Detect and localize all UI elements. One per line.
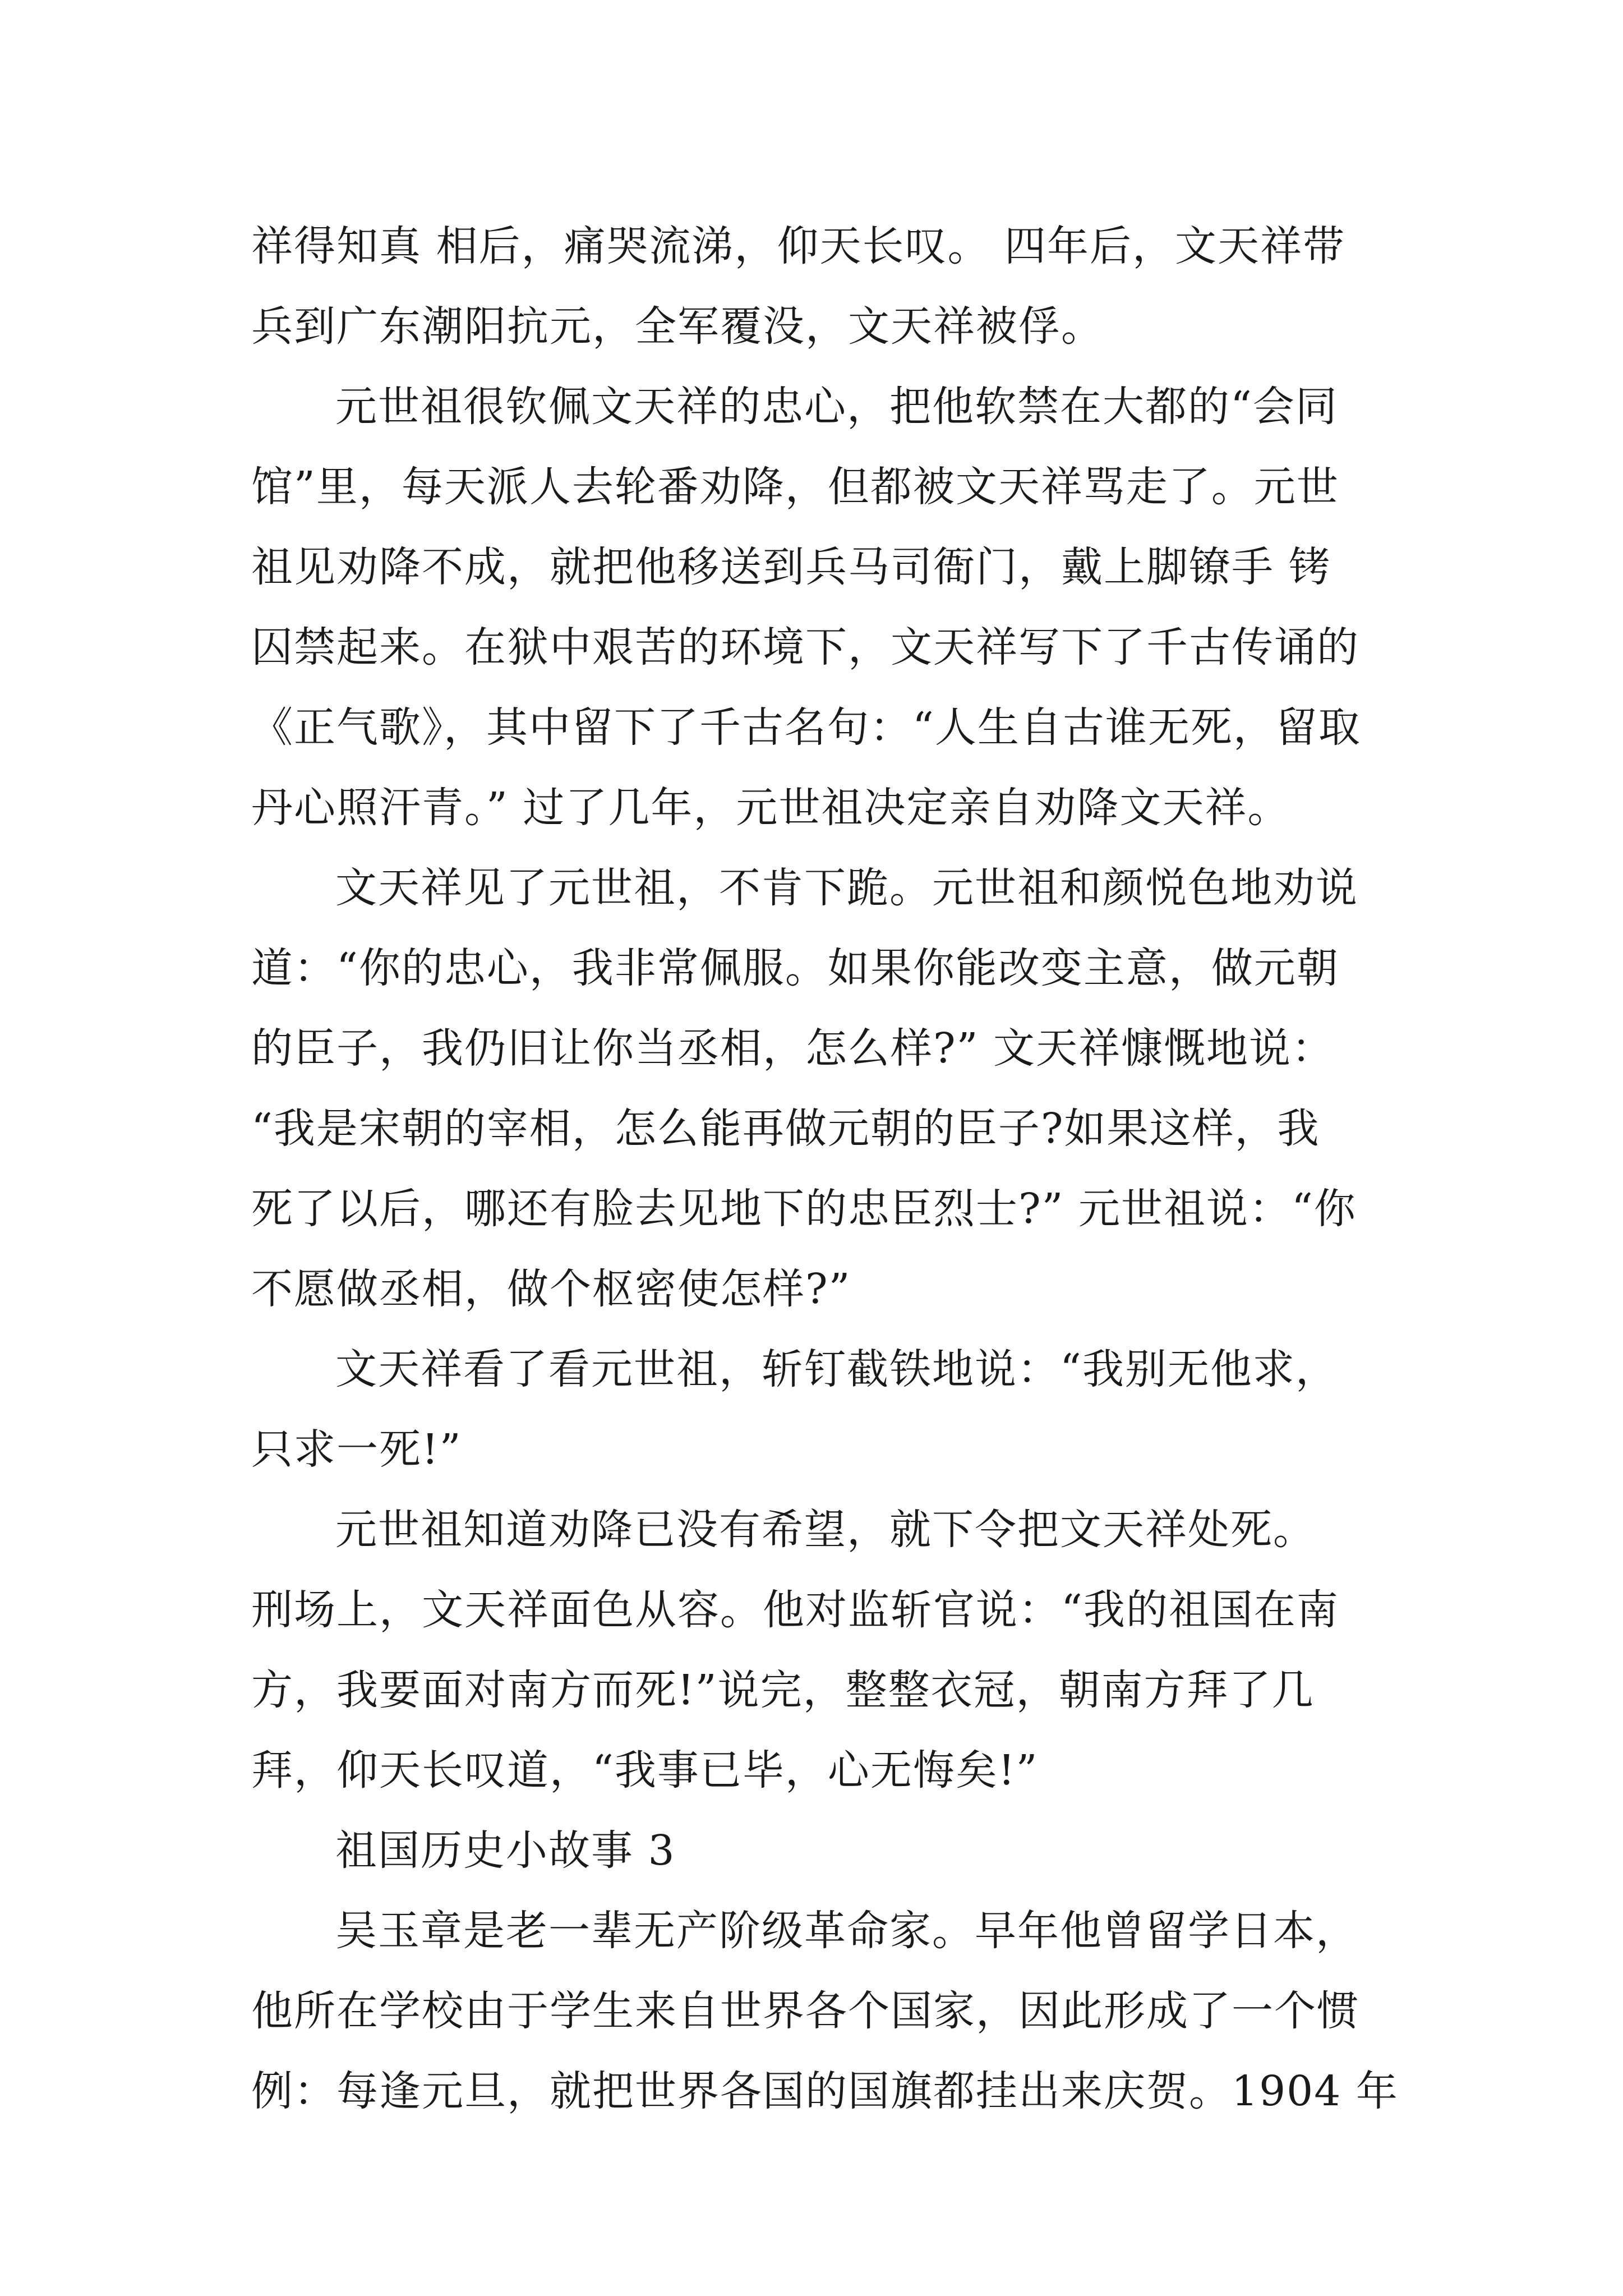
- text-line: 的臣子，我仍旧让你当丞相，怎么样?” 文天祥慷慨地说：: [251, 1024, 1335, 1073]
- text-line: 拜，仰天长叹道，“我事已毕，心无悔矣!”: [251, 1746, 1039, 1795]
- text-line: 方，我要面对南方而死!”说完，整整衣冠，朝南方拜了几: [251, 1666, 1315, 1714]
- section-heading: 祖国历史小故事 3: [335, 1826, 676, 1875]
- text-line: 祥得知真 相后，痛哭流涕，仰天长叹。 四年后，文天祥带: [251, 222, 1346, 270]
- text-line: 丹心照汗青。” 过了几年，元世祖决定亲自劝降文天祥。: [251, 784, 1290, 832]
- text-line: 馆”里，每天派人去轮番劝降，但都被文天祥骂走了。元世: [251, 463, 1339, 511]
- text-line: 例：每逢元旦，就把世界各国的国旗都挂出来庆贺。1904 年: [251, 2067, 1399, 2115]
- text-line: 兵到广东潮阳抗元，全军覆没，文天祥被俘。: [251, 302, 1104, 351]
- text-line: “我是宋朝的宰相，怎么能再做元朝的臣子?如果这样，我: [251, 1105, 1320, 1153]
- text-line: 《正气歌》，其中留下了千古名句：“人生自古谁无死，留取: [251, 703, 1361, 752]
- text-line: 死了以后，哪还有脸去见地下的忠臣烈士?” 元世祖说：“你: [251, 1185, 1357, 1233]
- text-line: 刑场上，文天祥面色从容。他对监斩官说：“我的祖国在南: [251, 1586, 1339, 1634]
- paragraph-start-line: 元世祖知道劝降已没有希望，就下令把文天祥处死。: [335, 1506, 1316, 1554]
- text-line: 只求一死!”: [251, 1425, 462, 1474]
- text-line: 道：“你的忠心，我非常佩服。如果你能改变主意，做元朝: [251, 944, 1339, 992]
- document-body: [251, 206, 1399, 2132]
- paragraph-start-line: 吴玉章是老一辈无产阶级革命家。早年他曾留学日本，: [335, 1907, 1358, 1955]
- text-line: 囚禁起来。在狱中艰苦的环境下，文天祥写下了千古传诵的: [251, 623, 1359, 671]
- text-line: 祖见劝降不成，就把他移送到兵马司衙门，戴上脚镣手 铐: [251, 543, 1331, 591]
- text-line: 不愿做丞相，做个枢密使怎样?”: [251, 1265, 851, 1313]
- paragraph-start-line: 文天祥见了元世祖，不肯下跪。元世祖和颜悦色地劝说: [335, 864, 1358, 912]
- paragraph-start-line: 元世祖很钦佩文天祥的忠心，把他软禁在大都的“会同: [335, 383, 1338, 431]
- paragraph-start-line: 文天祥看了看元世祖，斩钉截铁地说：“我别无他求，: [335, 1345, 1338, 1393]
- text-line: 他所在学校由于学生来自世界各个国家，因此形成了一个惯: [251, 1987, 1359, 2035]
